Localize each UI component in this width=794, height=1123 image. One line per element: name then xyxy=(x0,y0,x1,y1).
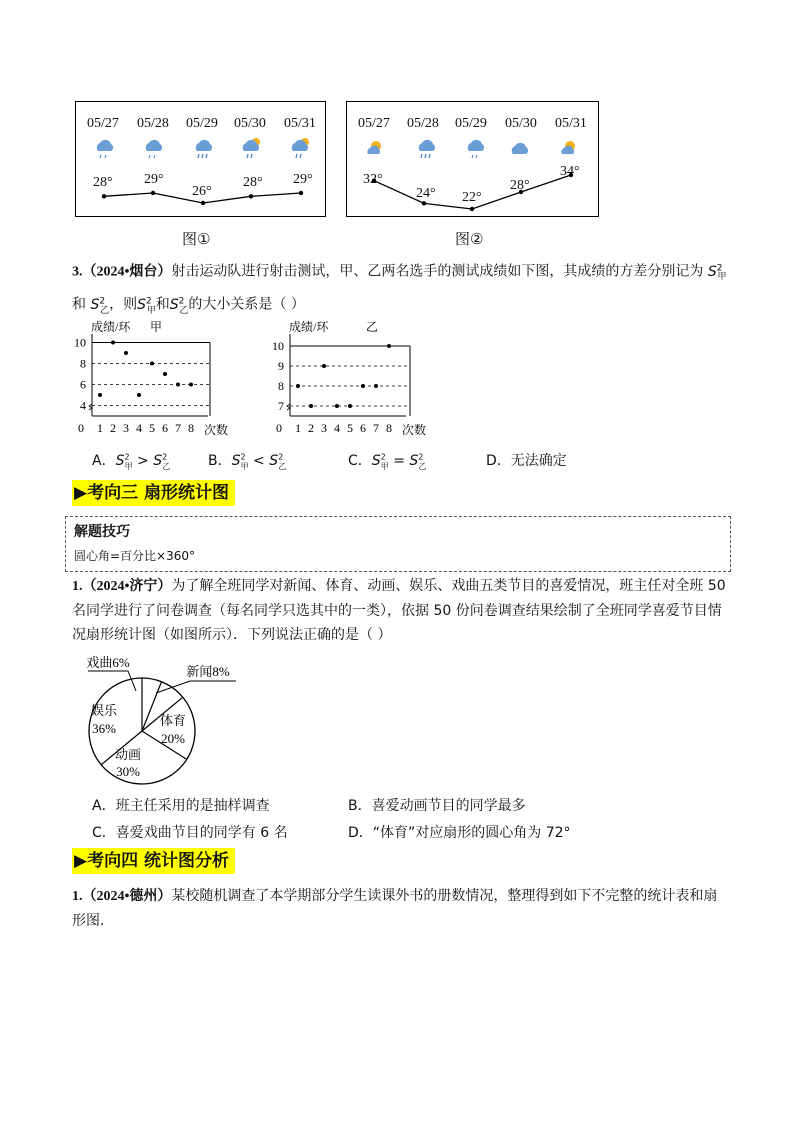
variance-yi: $S^2_乙$ xyxy=(169,296,189,316)
data-point xyxy=(150,362,154,366)
temperature-point xyxy=(249,194,253,198)
x-tick-label: 2 xyxy=(110,421,116,435)
option-d[interactable]: D．无法确定 xyxy=(486,453,567,469)
x-tick-label: 8 xyxy=(386,421,392,435)
scatter-chart-yi xyxy=(268,318,440,444)
x-tick-label: 3 xyxy=(123,421,129,435)
data-point xyxy=(98,393,102,397)
fig1-temp: 29° xyxy=(293,172,313,187)
y-tick-label: 10 xyxy=(272,339,284,353)
variance-yi: $S^2_乙$ xyxy=(90,296,110,316)
y-tick-label: 9 xyxy=(278,359,284,373)
fig2-temp: 28° xyxy=(510,178,530,193)
question-1b-text: 1.（2024•德州）某校随机调查了本学期部分学生读课外书的册数情况，整理得到如下不完整的统计表和扇 形图． xyxy=(72,888,718,929)
weather-figure-2 xyxy=(346,101,599,217)
question-text: 射击运动队进行射击测试，甲、乙两名选手的测试成绩如下图，其成绩的方差分别记为 xyxy=(171,263,704,280)
x-tick-label: 4 xyxy=(334,421,340,435)
x-tick-label: 0 xyxy=(276,421,282,435)
data-point xyxy=(296,384,300,388)
data-point xyxy=(348,404,352,408)
x-axis-label: 次数 xyxy=(402,423,427,437)
option-c[interactable]: C．$S^2_甲 = S^2_乙$ xyxy=(348,452,427,471)
slice-label: 娱乐 xyxy=(90,703,118,718)
option-a[interactable]: A．班主任采用的是抽样调查 xyxy=(92,798,270,814)
x-tick-label: 1 xyxy=(295,421,301,435)
fig1-date: 05/29 xyxy=(186,116,218,131)
variance-jia: $S^2_甲$ xyxy=(707,263,727,283)
sun-rain-icon xyxy=(243,138,260,158)
slice-label: 新闻8% xyxy=(186,664,230,679)
data-point xyxy=(361,384,365,388)
x-tick-label: 3 xyxy=(321,421,327,435)
x-tick-label: 4 xyxy=(136,421,142,435)
x-tick-label: 6 xyxy=(360,421,366,435)
fig1-temp: 28° xyxy=(243,175,263,190)
y-tick-label: 8 xyxy=(278,379,284,393)
slice-label: 体育 xyxy=(159,713,187,728)
temperature-point xyxy=(299,191,303,195)
scatter-chart-jia xyxy=(70,318,240,444)
temperature-point xyxy=(201,201,205,205)
data-point xyxy=(124,351,128,355)
fig1-date: 05/28 xyxy=(137,116,169,131)
slice-label: 36% xyxy=(92,721,116,736)
x-tick-label: 7 xyxy=(175,421,181,435)
slice-label: 30% xyxy=(116,764,140,779)
x-tick-label: 5 xyxy=(149,421,155,435)
temperature-point xyxy=(151,191,155,195)
fig2-temp: 32° xyxy=(363,172,383,187)
option-b[interactable]: B．喜爱动画节目的同学最多 xyxy=(348,798,526,814)
y-tick-label: 4 xyxy=(80,398,86,413)
data-point xyxy=(111,341,115,345)
fig1-date: 05/27 xyxy=(87,116,119,131)
sun-rain-icon xyxy=(292,138,309,158)
y-tick-label: 10 xyxy=(74,335,86,350)
fig2-temp: 24° xyxy=(416,186,436,201)
data-point xyxy=(335,404,339,408)
y-axis-label: 成绩/环 xyxy=(91,320,131,334)
option-d[interactable]: D．“体育”对应扇形的圆心角为 72° xyxy=(348,825,571,841)
fig2-date: 05/29 xyxy=(455,116,487,131)
rain-light-icon xyxy=(468,140,484,158)
data-point xyxy=(374,384,378,388)
x-axis-label: 次数 xyxy=(204,423,229,437)
section-heading-4: ▶考向四 统计图分析 xyxy=(72,848,235,874)
fig1-temp: 26° xyxy=(192,184,212,199)
x-tick-label: 0 xyxy=(78,421,84,435)
question-3-text: 3.（2024•烟台）射击运动队进行射击测试，甲、乙两名选手的测试成绩如下图，其成绩的方差分别记为 $S^2_甲$ 和 $S^2_乙$，则$S^2_甲$和$S^2_乙$的大小关系是（ ） xyxy=(72,263,727,316)
section-heading-3: ▶考向三 扇形统计图 xyxy=(72,480,235,506)
rain-light-icon xyxy=(97,140,113,158)
x-tick-label: 8 xyxy=(188,421,194,435)
y-tick-label: 7 xyxy=(278,399,284,413)
cloud-icon xyxy=(512,143,528,154)
rain-heavy-icon xyxy=(196,140,212,158)
rain-heavy-icon xyxy=(419,140,435,158)
x-tick-label: 5 xyxy=(347,421,353,435)
data-point xyxy=(322,364,326,368)
question-1a-text: 1.（2024•济宁）为了解全班同学对新闻、体育、动画、娱乐、戏曲五类节目的喜爱情况，班主任对全班 50 名同学进行了问卷调查（每名同学只选其中的一类），依据 50 份问卷调查结果绘制了全班同学喜爱节目情 况扇形统计图（如图所示）．下列说法正确的是（ ） xyxy=(72,578,726,643)
tips-body: 圆心角=百分比×360° xyxy=(74,549,196,563)
data-point xyxy=(163,372,167,376)
sun-cloud-icon xyxy=(367,141,381,154)
temperature-point xyxy=(470,207,474,211)
option-b[interactable]: B．$S^2_甲 < S^2_乙$ xyxy=(208,452,287,471)
fig2-date: 05/30 xyxy=(505,116,537,131)
data-point xyxy=(387,344,391,348)
fig2-date: 05/28 xyxy=(407,116,439,131)
weather-figure-1 xyxy=(75,101,326,217)
variance-jia: $S^2_甲$ xyxy=(137,296,156,316)
fig1-date: 05/31 xyxy=(284,116,316,131)
question-number: 3. xyxy=(72,264,83,280)
x-tick-label: 2 xyxy=(308,421,314,435)
slice-label: 20% xyxy=(161,731,185,746)
fig2-date: 05/27 xyxy=(358,116,390,131)
option-c[interactable]: C．喜爱戏曲节目的同学有 6 名 xyxy=(92,825,288,841)
fig1-temp: 29° xyxy=(144,172,164,187)
fig1-caption: 图① xyxy=(182,230,211,248)
y-tick-label: 8 xyxy=(80,356,86,371)
sun-cloud-icon xyxy=(561,141,575,154)
option-a[interactable]: A．$S^2_甲 > S^2_乙$ xyxy=(92,452,171,471)
y-tick-label: 6 xyxy=(80,377,86,392)
temperature-point xyxy=(102,194,106,198)
x-tick-label: 6 xyxy=(162,421,168,435)
pie-chart xyxy=(66,648,236,794)
tips-box xyxy=(65,516,731,572)
chart-title: 甲 xyxy=(150,320,163,334)
chart-title: 乙 xyxy=(366,320,379,334)
fig2-temp: 34° xyxy=(560,164,580,179)
slice-label: 动画 xyxy=(114,747,142,762)
data-point xyxy=(137,393,141,397)
question-source: （2024•烟台） xyxy=(82,264,172,280)
data-point xyxy=(176,383,180,387)
fig1-temp: 28° xyxy=(93,175,113,190)
x-tick-label: 7 xyxy=(373,421,379,435)
fig2-caption: 图② xyxy=(455,230,484,248)
data-point xyxy=(309,404,313,408)
data-point xyxy=(189,383,193,387)
y-axis-label: 成绩/环 xyxy=(289,320,329,334)
slice-label: 戏曲6% xyxy=(86,655,130,670)
fig1-date: 05/30 xyxy=(234,116,266,131)
tips-title: 解题技巧 xyxy=(74,524,130,540)
fig2-temp: 22° xyxy=(462,190,482,205)
rain-light-icon xyxy=(146,140,162,158)
x-tick-label: 1 xyxy=(97,421,103,435)
fig2-date: 05/31 xyxy=(555,116,587,131)
